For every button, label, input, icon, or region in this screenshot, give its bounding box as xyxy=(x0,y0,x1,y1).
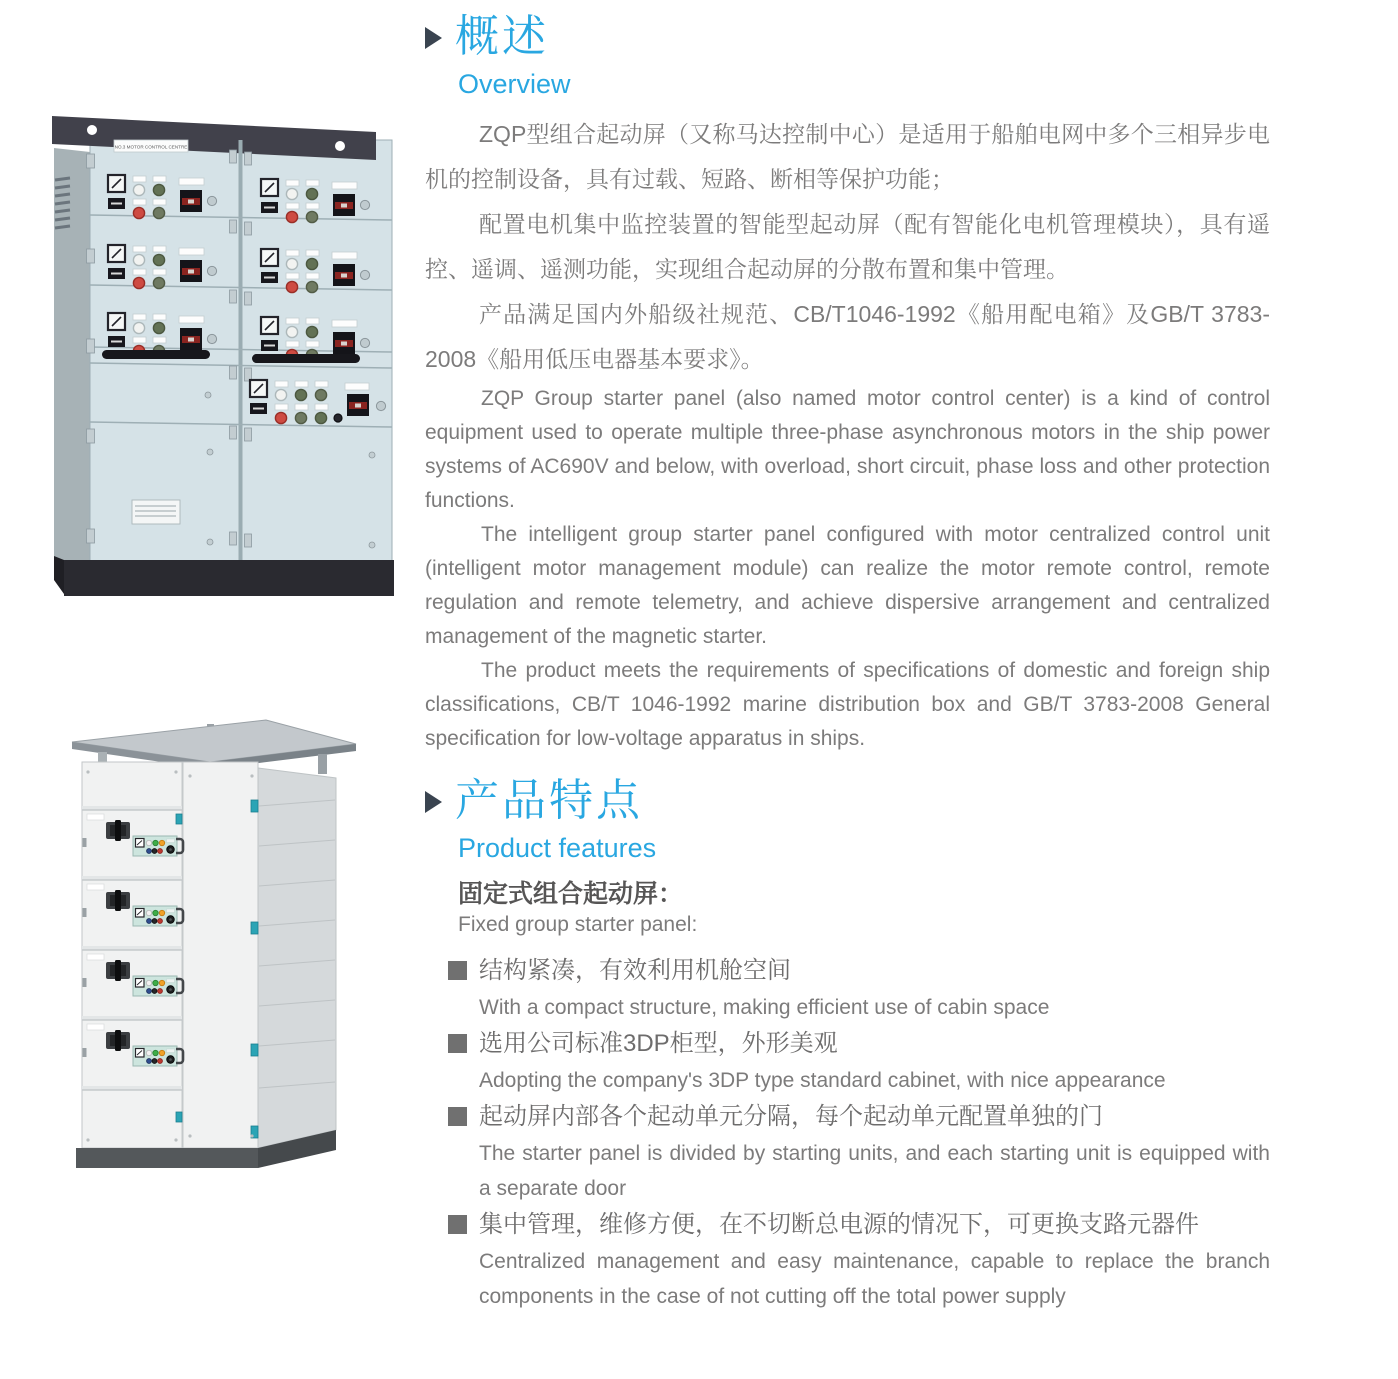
features-title-en: Product features xyxy=(458,832,657,863)
overview-paragraph-zh: 配置电机集中监控装置的智能型起动屏（配有智能化电机管理模块），具有遥控、遥调、遥测功能，实现组合起动屏的分散布置和集中管理。 xyxy=(425,210,1270,282)
bullet-square-icon xyxy=(448,1107,467,1126)
overview-section xyxy=(425,12,1270,756)
features-section xyxy=(425,776,1270,1314)
features-subtitle-zh: 固定式组合起动屏： xyxy=(458,879,684,908)
overview-paragraph-en: The product meets the requirements of specifications of domestic and foreign ship classifications, CB/T 1046-1992 marine distribution box and GB/T 3783-2008 General specification for low-voltage apparatus in ships. xyxy=(425,658,1270,750)
feature-en-text: Adopting the company's 3DP type standard cabinet, with nice appearance xyxy=(479,1068,1166,1092)
feature-zh-line xyxy=(448,952,1270,990)
feature-zh-line xyxy=(448,1098,1270,1136)
panel-label-text: NO.3 MOTOR CONTROL CENTRE xyxy=(114,144,188,150)
group-starter-panel-photo xyxy=(40,114,422,604)
overview-body xyxy=(425,112,1270,756)
bullet-square-icon xyxy=(448,961,467,980)
feature-zh-text: 集中管理，维修方便，在不切断总电源的情况下，可更换支路元器件 xyxy=(479,1210,1199,1238)
feature-item xyxy=(448,952,1270,1025)
feature-zh-text: 起动屏内部各个起动单元分隔，每个起动单元配置单独的门 xyxy=(479,1102,1103,1130)
bullet-square-icon xyxy=(448,1034,467,1053)
feature-en-text: With a compact structure, making efficient use of cabin space xyxy=(479,995,1050,1019)
cabinet-base xyxy=(64,560,394,596)
fixed-cabinet-render xyxy=(70,716,362,1186)
overview-title-en: Overview xyxy=(458,68,571,99)
nameplate xyxy=(132,500,180,524)
overview-title-zh: 概述 xyxy=(455,12,549,61)
overview-paragraph-zh: ZQP型组合起动屏（又称马达控制中心）是适用于船舶电网中多个三相异步电机的控制设备，具有过载、短路、断相等保护功能； xyxy=(425,120,1270,192)
door-handle xyxy=(252,354,360,363)
door-handle xyxy=(102,350,210,359)
bullet-square-icon xyxy=(448,1215,467,1234)
feature-zh-text: 选用公司标准3DP柜型，外形美观 xyxy=(479,1029,838,1057)
features-header xyxy=(425,776,1270,827)
feature-item xyxy=(448,1206,1270,1314)
features-subtitle-en: Fixed group starter panel: xyxy=(458,912,698,936)
feature-zh-text: 结构紧凑，有效利用机舱空间 xyxy=(479,956,791,984)
fixed-cabinet-drawing xyxy=(70,716,362,1186)
features-title-zh: 产品特点 xyxy=(455,776,643,825)
overview-paragraph-en: The intelligent group starter panel configured with motor centralized control unit (intelligent motor management module) can realize the motor remote control, remote regulation and remote telemetry, and achieve dispersive arrangement and centralized management of the magnetic starter. xyxy=(425,522,1270,648)
feature-en-text: The starter panel is divided by starting units, and each starting unit is equipped with a separate door xyxy=(479,1141,1270,1200)
overview-paragraph-en: ZQP Group starter panel (also named motor control center) is a kind of control equipment used to operate multiple three-phase asynchronous motors in the ship power systems of AC690V and below, with overload, short circuit, phase loss and other protection functions. xyxy=(425,386,1270,512)
features-body xyxy=(448,878,1270,1314)
cabinet-base xyxy=(76,1148,258,1168)
feature-item xyxy=(448,1098,1270,1206)
feature-en-text: Centralized management and easy maintenance, capable to replace the branch components in the case of not cutting off the total power supply xyxy=(479,1249,1270,1308)
cabinet-side-face xyxy=(258,768,336,1148)
feature-list xyxy=(448,952,1270,1314)
section-arrow-icon xyxy=(425,27,442,49)
door-center-divider xyxy=(239,140,243,562)
feature-zh-line xyxy=(448,1025,1270,1063)
group-starter-panel-drawing xyxy=(40,114,422,604)
feature-item xyxy=(448,1025,1270,1098)
feature-zh-line xyxy=(448,1206,1270,1244)
roof-post xyxy=(318,754,327,774)
section-arrow-icon xyxy=(425,791,442,813)
overview-header xyxy=(425,12,1270,63)
overview-paragraph-zh: 产品满足国内外船级社规范、CB/T1046-1992《船用配电箱》及GB/T 3783-2008《船用低压电器基本要求》。 xyxy=(425,300,1270,372)
